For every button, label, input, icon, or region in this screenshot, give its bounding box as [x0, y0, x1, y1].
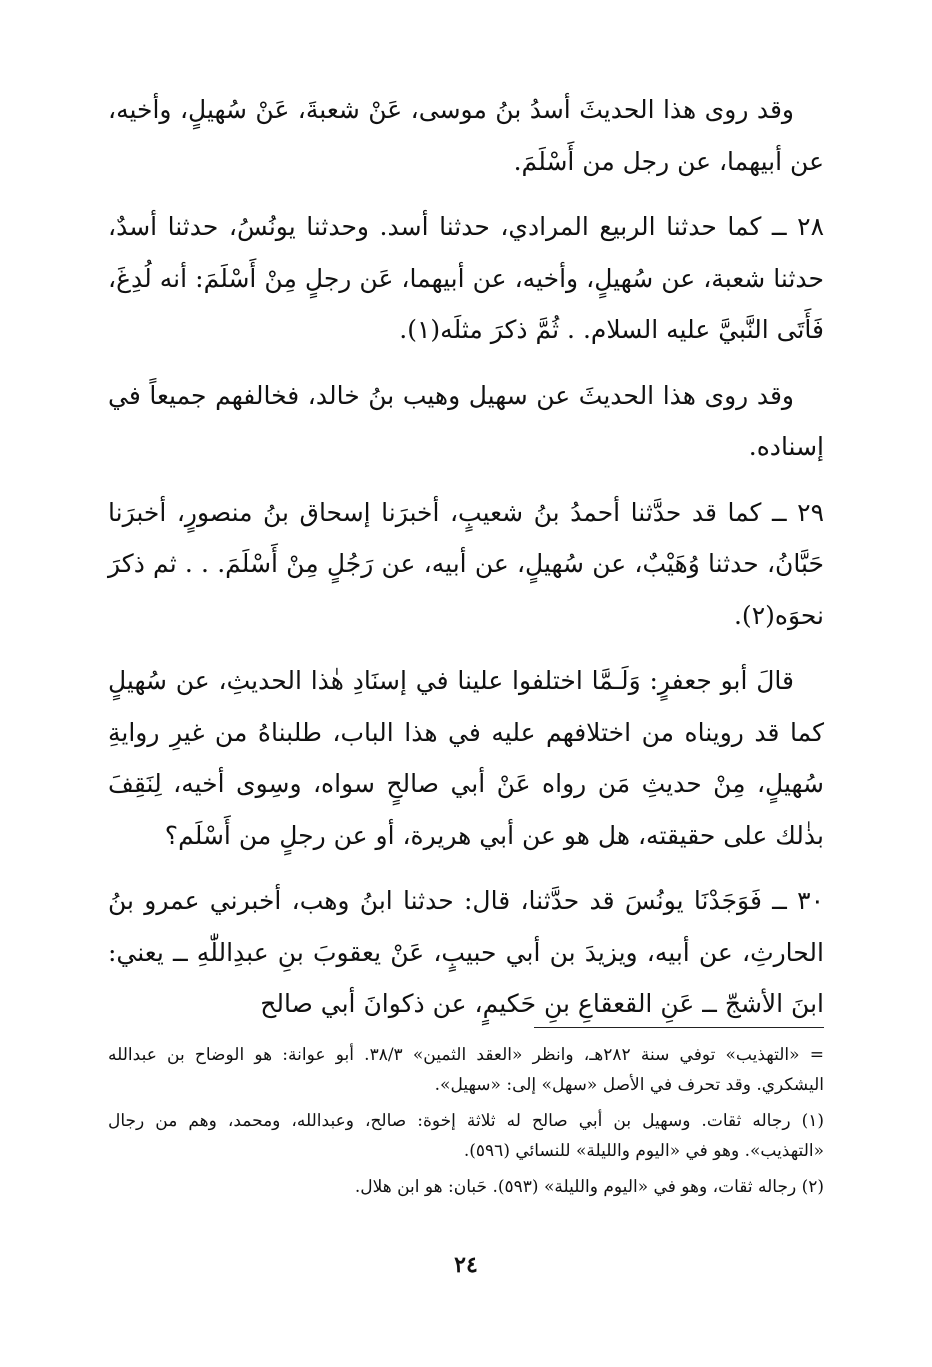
page-number: ٢٤ [454, 1252, 478, 1278]
hadith-28: ٢٨ ــ كما حدثنا الربيع المرادي، حدثنا أسد. وحدثنا يونُسُ، حدثنا أسدٌ، حدثنا شعبة، عن سُهيلٍ، وأخيه، عن أبيهما، عَن رجلٍ مِنْ أَسْلَمَ: أنه لُدِغَ، فَأَتَى النَّبيَّ عليه السلام. . ثُمَّ ذكرَ مثلَه(١). [108, 212, 824, 344]
paragraph-abu-jafar-comment: قالَ أبو جعفرٍ: وَلَـمَّا اختلفوا علينا في إسنَادِ هٰذا الحديثِ، عن سُهيلٍ كما قد رويناه من اختلافهم عليه في هذا الباب، طلبناهُ من غيرِ روايةِ سُهيلٍ، مِنْ حديثِ مَن رواه عَنْ أبي صالحٍ سواه، وسِوى أخيه، لِنَقِفَ بذٰلك على حقيقته، هل هو عن أبي هريرة، أو عن رجلٍ من أَسْلَم؟ [108, 666, 824, 850]
main-text-block [108, 84, 824, 1044]
footnote-1: (١) رجاله ثقات. وسهيل بن أبي صالح له ثلاثة إخوة: صالح، وعبدالله، ومحمد، وهم من رجال «التهذيب». وهو في «اليوم والليلة» للنسائي (٥٩٦). [108, 1111, 824, 1161]
footnote-continuation: = «التهذيب» توفي سنة ٢٨٢هـ، وانظر «العقد الثمين» ٣٨/٣. أبو عوانة: هو الوضاح بن عبدالله اليشكري. وقد تحرف في الأصل «سهل» إلى: «سهيل». [108, 1045, 824, 1095]
paragraph-asad-narration: وقد روى هذا الحديثَ أسدُ بنُ موسى، عَنْ شعبةَ، عَنْ سُهيلٍ، وأخيه، عن أبيهما، عن رجل من أَسْلَمَ. [108, 95, 824, 176]
hadith-29: ٢٩ ــ كما قد حدَّثنا أحمدُ بنُ شعيبٍ، أخبرَنا إسحاق بنُ منصورٍ، أخبرَنا حَبَّانُ، حدثنا وُهَيْبٌ، عن سُهيلٍ، عن أبيه، عن رَجُلٍ مِنْ أَسْلَمَ. . . ثم ذكرَ نحوَه(٢). [108, 497, 824, 630]
footnote-2: (٢) رجاله ثقات، وهو في «اليوم والليلة» (٥٩٣). حَبان: هو ابن هلال. [354, 1177, 824, 1197]
footnotes-block [108, 1040, 824, 1208]
paragraph-wuhaib-narration: وقد روى هذا الحديثَ عن سهيل وهيب بنُ خالد، فخالفهم جميعاً في إسناده. [108, 380, 824, 461]
hadith-30: ٣٠ ــ فَوَجَدْنَا يونُسَ قد حدَّثنا، قال: حدثنا ابنُ وهب، أخبرني عمرو بنُ الحارثِ، عن أبيه، ويزيدَ بن أبي حبيبٍ، عَنْ يعقوبَ بنِ عبدِاللّٰهِ ــ يعني: ابنَ الأشجّ ــ عَنِ القعقاعِ بنِ حَكيمٍ، عن ذكوانَ أبي صالح [108, 886, 824, 1018]
footnote-divider [534, 1027, 824, 1028]
